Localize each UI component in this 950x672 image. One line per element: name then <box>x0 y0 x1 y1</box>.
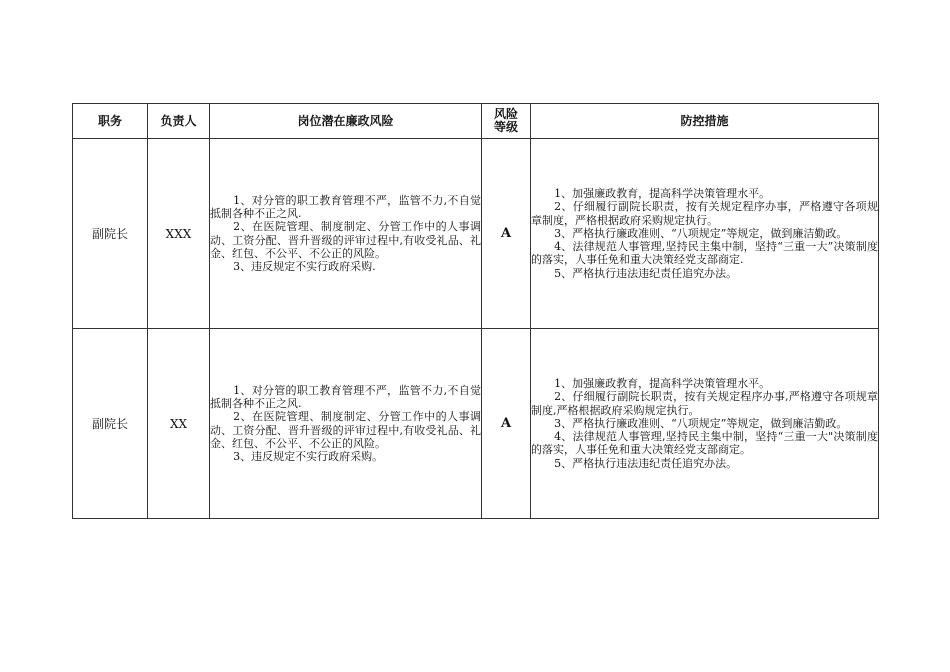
header-risk-level <box>482 104 531 139</box>
measure-item: 1、加强廉政教育，提高科学决策管理水平。 <box>554 187 771 201</box>
cell-risks <box>210 139 482 329</box>
cell-person: XX <box>148 329 210 519</box>
cell-position: 副院长 <box>73 139 148 329</box>
header-risk-level-line1: 风险 <box>493 107 518 121</box>
cell-person: XXX <box>148 139 210 329</box>
table-row <box>73 329 879 519</box>
risk-item: 2、在医院管理、制度制定、分管工作中的人事调动、工资分配、晋升晋级的评审过程中,有收受礼品、礼金、红包、不公平、不公正的风险。 <box>210 220 481 260</box>
measure-item: 3、严格执行廉政准则、“八项规定”等规定，做到廉洁勤政。 <box>554 226 848 240</box>
measure-item: 4、法律规范人事管理,坚持民主集中制，坚持“三重一大"决策制度的落实，人事任免和重大决策经党支部商定。 <box>531 430 878 457</box>
header-risk: 岗位潜在廉政风险 <box>210 104 482 139</box>
risk-item: 3、违反规定不实行政府采购. <box>233 259 376 273</box>
cell-risk-level: A <box>482 139 531 329</box>
measure-item: 2、仔细履行副院长职责，按有关规定程序办事，严格遵守各项规章制度，严格根据政府采购规定执行。 <box>531 200 878 227</box>
measure-item: 2、仔细履行副院长职责，按有关规定程序办事,严格遵守各项规章制度,严格根据政府采购规定执行。 <box>531 390 878 417</box>
cell-measures <box>531 329 879 519</box>
cell-risks <box>210 329 482 519</box>
risk-item: 3、违反规定不实行政府采购。 <box>233 449 384 463</box>
header-risk-level-line2: 等级 <box>493 120 518 134</box>
cell-risk-level: A <box>482 329 531 519</box>
risk-control-table <box>72 103 879 519</box>
risk-item: 1、对分管的职工教育管理不严，监管不力,不自觉抵制各种不正之风. <box>210 193 481 221</box>
risk-item: 2、在医院管理、制度制定、分管工作中的人事调动、工资分配、晋升晋级的评审过程中,有收受礼品、礼金、红包、不公平、不公正的风险。 <box>210 410 481 450</box>
cell-measures <box>531 139 879 329</box>
measure-item: 4、法律规范人事管理,坚持民主集中制，坚持“三重一大”决策制度的落实，人事任免和重大决策经党支部商定. <box>531 240 878 267</box>
header-position: 职务 <box>73 104 148 139</box>
measure-item: 5、严格执行违法违纪责任追究办法。 <box>554 456 738 470</box>
measure-item: 5、严格执行违法违纪责任追究办法。 <box>554 266 738 280</box>
header-row <box>73 104 879 139</box>
header-measures: 防控措施 <box>531 104 879 139</box>
measure-item: 1、加强廉政教育，提高科学决策管理水平。 <box>554 377 771 391</box>
measure-item: 3、严格执行廉政准则、“八项规定”等规定，做到廉洁勤政。 <box>554 416 848 430</box>
cell-position: 副院长 <box>73 329 148 519</box>
table-row <box>73 139 879 329</box>
header-person: 负责人 <box>148 104 210 139</box>
risk-item: 1、对分管的职工教育管理不严，监管不力,不自觉抵制各种不正之风. <box>210 383 481 411</box>
